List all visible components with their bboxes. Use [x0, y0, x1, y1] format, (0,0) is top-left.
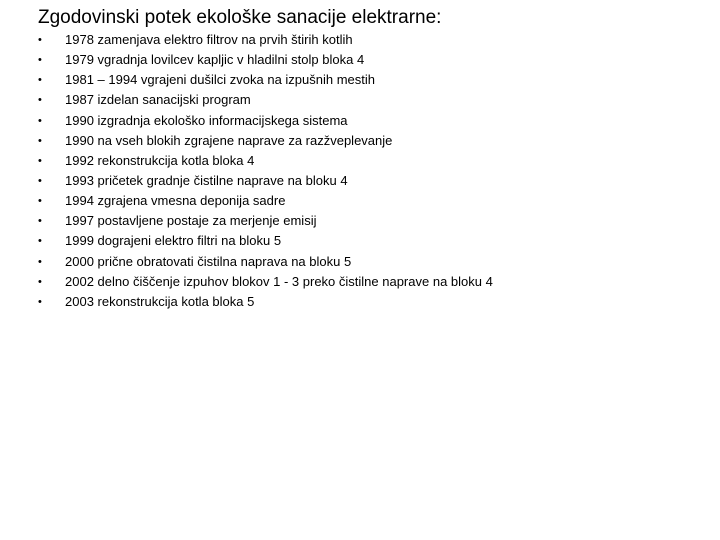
list-item-text: 1981 – 1994 vgrajeni dušilci zvoka na izpušnih mestih: [65, 72, 376, 88]
bullet-icon: •: [38, 174, 42, 187]
list-item-text: 2000 prične obratovati čistilna naprava na bloku 5: [65, 253, 352, 269]
bullet-icon: •: [38, 114, 42, 127]
list-item-text: 1990 na vseh blokih zgrajene naprave za razžveplevanje: [65, 132, 393, 148]
list-item-text: 1990 izgradnja ekološko informacijskega sistema: [65, 112, 348, 128]
bullet-icon: •: [38, 34, 42, 46]
slide-title: Zgodovinski potek ekološke sanacije elektrarne:: [38, 7, 442, 28]
bullet-icon: •: [38, 215, 42, 228]
list-item-text: 2002 delno čiščenje izpuhov blokov 1 - 3 preko čistilne naprave na bloku 4: [65, 273, 493, 289]
bullet-icon: •: [38, 94, 42, 107]
bullet-icon: •: [38, 255, 42, 268]
bullet-icon: •: [38, 54, 42, 67]
bullet-icon: •: [38, 235, 42, 248]
list-item-text: 1979 vgradnja lovilcev kapljic v hladilni stolp bloka 4: [65, 52, 365, 68]
list-item-text: 1992 rekonstrukcija kotla bloka 4: [65, 152, 255, 168]
bullet-icon: •: [38, 295, 42, 308]
list-item-text: 1987 izdelan sanacijski program: [65, 92, 251, 108]
bullet-icon: •: [38, 74, 42, 87]
bullet-icon: •: [38, 154, 42, 167]
bullet-icon: •: [38, 134, 42, 147]
list-item-text: 2003 rekonstrukcija kotla bloka 5: [65, 293, 255, 309]
list-item-text: 1978 zamenjava elektro filtrov na prvih štirih kotlih: [65, 32, 353, 47]
list-item-text: 1999 dograjeni elektro filtri na bloku 5: [65, 233, 282, 249]
list-item-text: 1997 postavljene postaje za merjenje emisij: [65, 213, 317, 229]
bullet-icon: •: [38, 195, 42, 208]
list-item-text: 1994 zgrajena vmesna deponija sadre: [65, 193, 286, 209]
bullet-icon: •: [38, 275, 42, 288]
list-item-text: 1993 pričetek gradnje čistilne naprave na bloku 4: [65, 172, 348, 188]
